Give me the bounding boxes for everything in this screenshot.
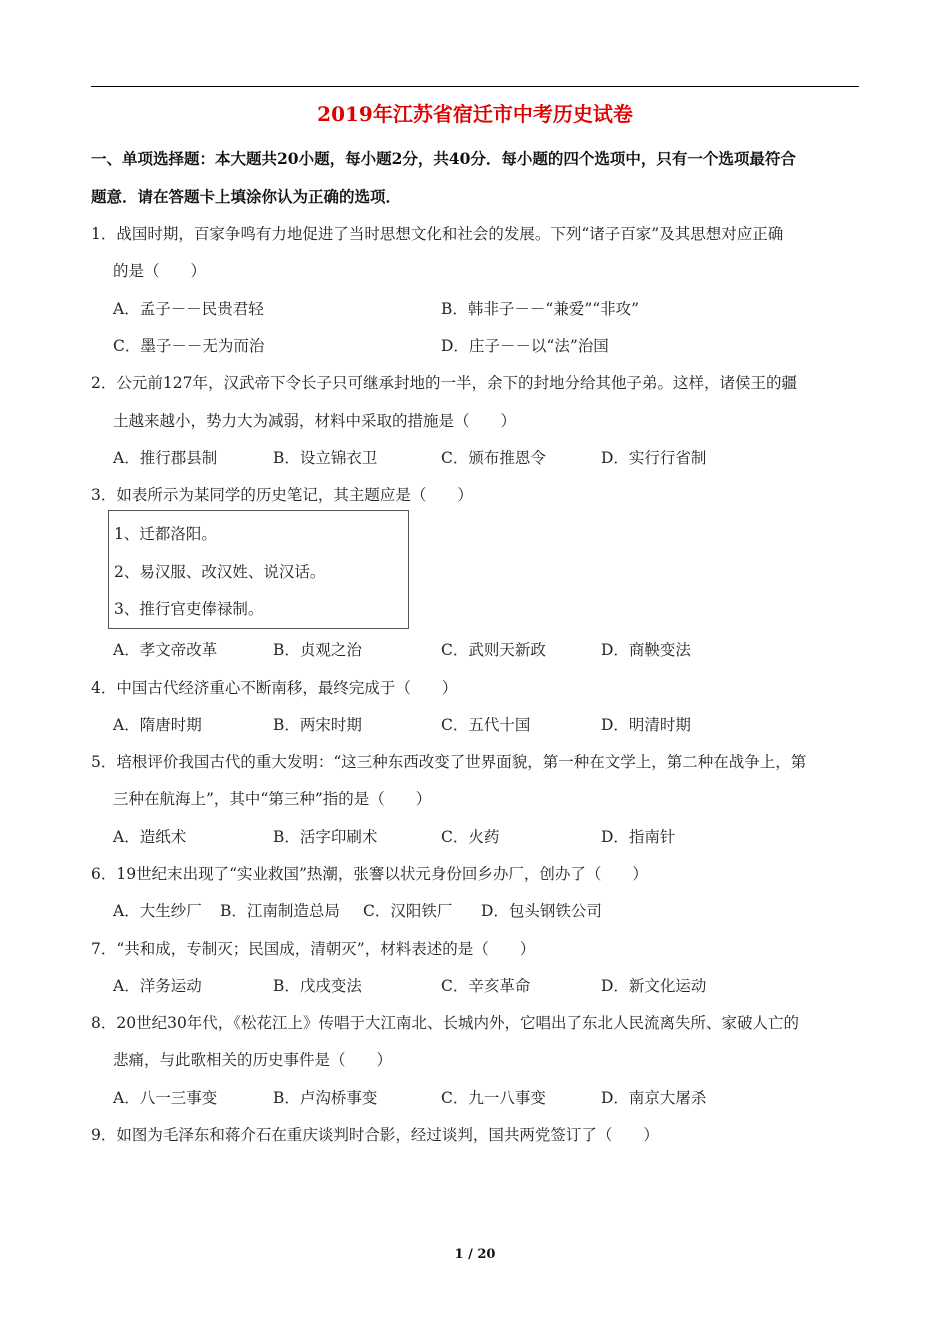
question-3-option-d: D．商鞅变法 [601,641,691,659]
question-1-option-b: B．韩非子－－“兼爱”“非攻” [441,300,640,318]
question-5-option-b: B．活字印刷术 [273,828,378,846]
question-6-option-b: B．江南制造总局 [220,902,340,920]
question-4-option-b: B．两宋时期 [273,716,362,734]
question-8-option-c: C．九一八事变 [441,1089,546,1107]
question-6-option-c: C．汉阳铁厂 [363,902,453,920]
question-7-option-d: D．新文化运动 [601,977,707,995]
question-6-option-a: A．大生纱厂 [113,902,202,920]
question-3-option-a: A．孝文帝改革 [113,641,218,659]
note-line-2: 2、易汉服、改汉姓、说汉话。 [114,563,326,581]
question-4-option-d: D．明清时期 [601,716,691,734]
question-5-stem: 5．培根评价我国古代的重大发明：“这三种东西改变了世界面貌，第一种在文学上，第二种在战争上，第 [91,753,807,771]
section-instructions-line1: 一、单项选择题：本大题共20小题，每小题2分，共40分．每小题的四个选项中，只有一个选项最符合 [91,149,796,168]
question-8-stem: 8．20世纪30年代，《松花江上》传唱于大江南北、长城内外，它唱出了东北人民流离失所、家破人亡的 [91,1014,800,1032]
question-1-stem-cont: 的是（ ） [113,262,207,280]
question-8-option-d: D．南京大屠杀 [601,1089,707,1107]
question-8-option-a: A．八一三事变 [113,1089,218,1107]
question-1-option-a: A．孟子－－民贵君轻 [113,300,264,318]
question-3-option-c: C．武则天新政 [441,641,546,659]
question-1-option-c: C．墨子－－无为而治 [113,337,265,355]
note-line-1: 1、迁都洛阳。 [114,525,217,543]
note-line-3: 3、推行官吏俸禄制。 [114,600,264,618]
history-notes-box [108,510,409,629]
question-5-option-a: A．造纸术 [113,828,187,846]
question-7-option-a: A．洋务运动 [113,977,202,995]
question-2-option-c: C．颁布推恩令 [441,449,546,467]
question-4-stem: 4．中国古代经济重心不断南移，最终完成于（ ） [91,679,458,697]
question-5-option-d: D．指南针 [601,828,676,846]
question-7-stem: 7．“共和成，专制灭；民国成，清朝灭”，材料表述的是（ ） [91,940,536,958]
question-1-option-d: D．庄子－－以“法”治国 [441,337,609,355]
question-6-stem: 6．19世纪末出现了“实业救国”热潮，张謇以状元身份回乡办厂，创办了（ ） [91,865,648,883]
question-1-stem: 1．战国时期，百家争鸣有力地促进了当时思想文化和社会的发展。下列“诸子百家”及其思想对应正确 [91,225,784,243]
question-8-option-b: B．卢沟桥事变 [273,1089,378,1107]
question-8-stem-cont: 悲痛，与此歌相关的历史事件是（ ） [113,1051,393,1069]
section-instructions-line2: 题意．请在答题卡上填涂你认为正确的选项． [91,187,402,206]
question-2-stem: 2．公元前127年，汉武帝下令长子只可继承封地的一半，余下的封地分给其他子弟。这样，诸侯王的疆 [91,374,797,392]
question-6-option-d: D．包头钢铁公司 [481,902,602,920]
page-number: 1 / 20 [454,1247,496,1262]
question-9-stem: 9．如图为毛泽东和蒋介石在重庆谈判时合影，经过谈判，国共两党签订了（ ） [91,1126,659,1144]
header-rule [91,86,859,87]
question-5-stem-cont: 三种在航海上”，其中“第三种”指的是（ ） [113,790,432,808]
question-7-option-c: C．辛亥革命 [441,977,531,995]
question-2-option-d: D．实行行省制 [601,449,707,467]
question-2-stem-cont: 土越来越小，势力大为减弱，材料中采取的措施是（ ） [113,412,517,430]
question-2-option-b: B．设立锦衣卫 [273,449,378,467]
question-4-option-c: C．五代十国 [441,716,531,734]
question-3-stem: 3．如表所示为某同学的历史笔记，其主题应是（ ） [91,486,473,504]
question-5-option-c: C．火药 [441,828,500,846]
question-2-option-a: A．推行郡县制 [113,449,218,467]
page-title: 2019年江苏省宿迁市中考历史试卷 [317,102,633,126]
question-3-option-b: B．贞观之治 [273,641,362,659]
question-4-option-a: A．隋唐时期 [113,716,202,734]
question-7-option-b: B．戊戌变法 [273,977,362,995]
